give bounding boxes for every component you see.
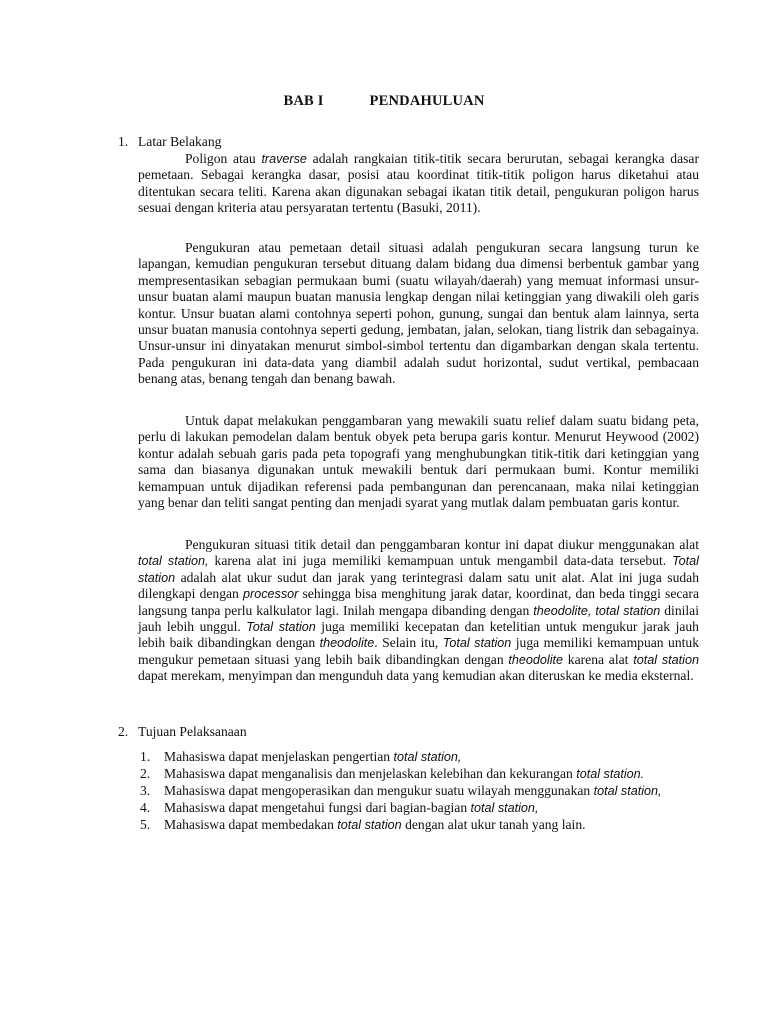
paragraph-text: sehingga bisa menghitung jarak datar, koordinat, dan beda tinggi secara langsung tanpa perlu kalkulator lagi. Inilah mengapa dibanding dengan [138, 586, 699, 618]
goals-list [138, 749, 699, 833]
italic-term: traverse [261, 152, 307, 166]
list-item [138, 817, 699, 833]
list-text: Mahasiswa dapat membedakan [164, 817, 338, 832]
paragraph-text: dinilai jauh lebih unggul. [138, 602, 699, 635]
list-text: Mahasiswa dapat mengetahui fungsi dari bagian-bagian [164, 800, 471, 815]
italic-term: total station. [576, 767, 645, 781]
italic-term: total station, [393, 750, 462, 764]
list-number: 1. [140, 749, 151, 764]
paragraph-poligon [138, 151, 699, 217]
italic-term: total station [633, 652, 699, 667]
paragraph-text: adalah rangkaian titik-titik secara berurutan, sebagai kerangka dasar pemetaan. Sebagai kerangka dasar, posisi atau koordinat titik-titik poligon harus diketahui atau ditentukan secara teliti. Karena akan digunakan sebagai ikatan titik detail, pengukuran poligon harus sesuai dengan kriteria atau persyaratan tertentu (Basuki, 2011). [138, 151, 699, 216]
italic-term: total station, [470, 801, 539, 815]
list-item [138, 766, 699, 782]
paragraph-text: karena alat ini juga memiliki kemampuan untuk mengambil data-data tersebut. [208, 553, 673, 569]
section-number: 2. [118, 724, 129, 739]
chapter-name: PENDAHULUAN [369, 93, 485, 109]
paragraph-text: juga memiliki kecepatan dan ketelitian untuk mengukur jarak jauh lebih baik dibandingkan dengan [138, 619, 699, 651]
paragraph-text: juga memiliki kemampuan untuk mengukur pemetaan situasi yang lebih baik dibandingkan dengan [138, 635, 700, 667]
chapter-title [0, 93, 768, 110]
paragraph-text: adalah alat ukur sudut dan jarak yang terintegrasi dalam satu unit alat. Alat ini juga sudah dilengkapi dengan [138, 569, 699, 602]
list-text: Mahasiswa dapat menganalisis dan menjelaskan kelebihan dan kekurangan [164, 766, 577, 781]
italic-term: Total station [442, 636, 512, 651]
italic-term: theodolite [319, 636, 375, 651]
list-text: Mahasiswa dapat mengoperasikan dan mengukur suatu wilayah menggunakan [164, 783, 594, 798]
paragraph-text: Pengukuran situasi titik detail dan penggambaran kontur ini dapat diukur menggunakan alat [185, 537, 699, 552]
section-heading-latar-belakang [118, 134, 221, 150]
list-text: dengan alat ukur tanah yang lain. [401, 817, 586, 832]
list-number: 2. [140, 766, 151, 781]
italic-term: processor [243, 587, 299, 602]
italic-term: theodolite [508, 652, 564, 667]
paragraph-text: dapat merekam, menyimpan dan mengunduh data yang kemudian akan diteruskan ke media eksternal. [138, 668, 694, 684]
italic-term: Total station [246, 620, 316, 635]
list-number: 3. [140, 783, 151, 798]
paragraph-text: karena alat [563, 651, 634, 667]
paragraph-pemetaan-detail: Pengukuran atau pemetaan detail situasi adalah pengukuran secara langsung turun ke lapangan, kemudian pengukuran tersebut dituang dalam bidang dua dimensi berbentuk gambar yang mempresentasikan sebagian permukaan bumi (suatu wilayah/daerah) yang memuat informasi unsur-unsur buatan alami maupun buatan manusia lengkap dengan nilai ketinggian yang diwakili oleh garis kontur. Unsur buatan alami contohnya seperti pohon, gunung, sungai dan bentuk alam lainnya, serta unsur buatan manusia contohnya seperti gedung, jembatan, jalan, selokan, tiang listrik dan sebagainya. Unsur-unsur ini dinyatakan menurut simbol-simbol tertentu dan digambarkan dengan skala tertentu. Pada pengukuran ini data-data yang diambil adalah sudut horizontal, sudut vertikal, pembacaan benang atas, benang tengah dan benang bawah. [138, 240, 699, 387]
list-item [138, 749, 699, 765]
section-title: Tujuan Pelaksanaan [138, 724, 247, 739]
list-item [138, 800, 699, 816]
paragraph-text: Poligon atau [185, 151, 262, 166]
paragraph-total-station [138, 537, 699, 685]
section-heading-tujuan [118, 724, 247, 740]
italic-term: total station [337, 818, 402, 832]
list-number: 4. [140, 800, 151, 815]
italic-term: Total station [138, 554, 699, 585]
list-item [138, 783, 699, 799]
italic-term: total station, [593, 784, 662, 798]
paragraph-kontur: Untuk dapat melakukan penggambaran yang mewakili suatu relief dalam suatu bidang peta, perlu di lakukan pemodelan dalam bentuk obyek peta berupa garis kontur. Menurut Heywood (2002) kontur adalah sebuah garis pada peta topografi yang menghubungkan titik-titik dari ketinggian yang sama dan biasanya digunakan untuk mewakili bentuk dari permukaan bumi. Kontur memiliki kemampuan untuk dijadikan referensi pada pembangunan dan perencanaan, maka nilai ketinggian yang benar dan teliti sangat penting dan menjadi syarat yang mutlak dalam pembuatan garis kontur. [138, 413, 699, 511]
italic-term: total station, [138, 554, 209, 569]
paragraph-text: . Selain itu, [374, 635, 443, 651]
list-text: Mahasiswa dapat menjelaskan pengertian [164, 749, 394, 764]
section-title: Latar Belakang [138, 134, 222, 149]
chapter-number: BAB I [283, 93, 324, 109]
list-number: 5. [140, 817, 151, 832]
section-number: 1. [118, 134, 129, 149]
italic-term: theodolite, total station [533, 603, 661, 618]
